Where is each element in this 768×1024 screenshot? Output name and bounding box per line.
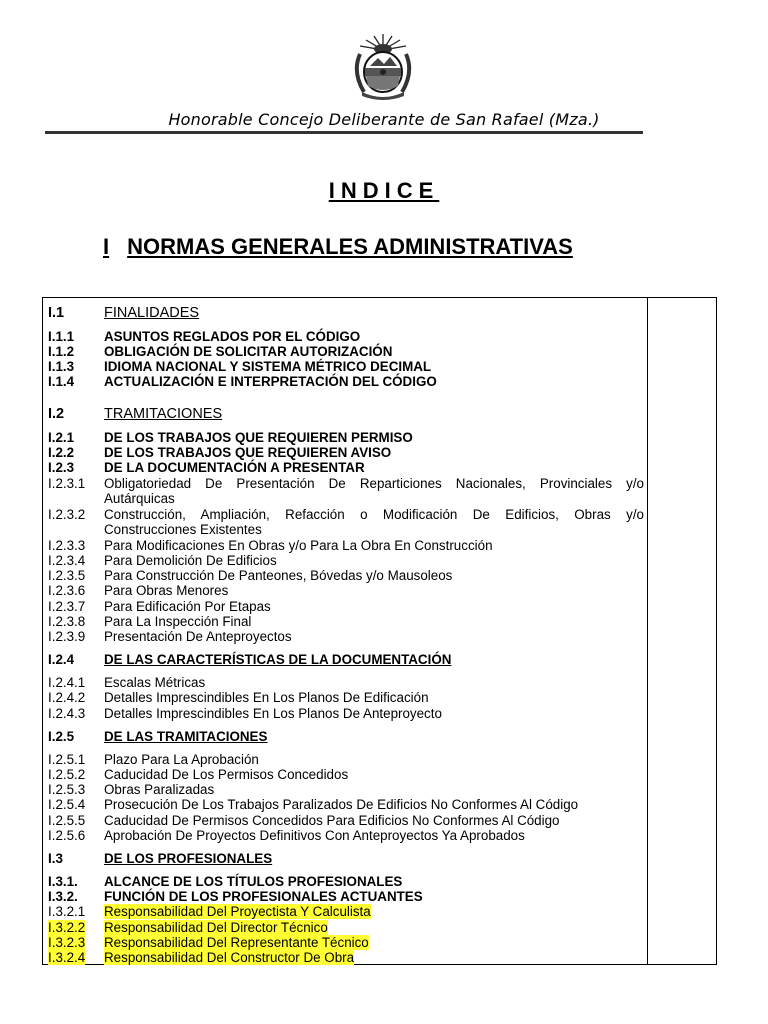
entry-number: I.2.5.3 bbox=[48, 782, 86, 797]
entry-number: I.2.5.5 bbox=[48, 813, 86, 828]
entry-title: OBLIGACIÓN DE SOLICITAR AUTORIZACIÓN bbox=[104, 344, 393, 359]
entry-title bbox=[104, 935, 644, 950]
highlighted-title: Responsabilidad Del Representante Técnico bbox=[104, 935, 369, 950]
entry-number: I.1.2 bbox=[48, 344, 75, 359]
entry-number: I.3.2.1 bbox=[48, 904, 86, 919]
section-heading bbox=[103, 234, 573, 260]
entry-number: I.2.4 bbox=[48, 652, 75, 667]
entry-number: I.2.4.1 bbox=[48, 675, 86, 690]
entry-title: DE LOS TRABAJOS QUE REQUIEREN PERMISO bbox=[104, 430, 413, 445]
entry-number: I.2.4.2 bbox=[48, 690, 86, 705]
entry-number: I.2.2 bbox=[48, 445, 75, 460]
entry-number: I.2.3.4 bbox=[48, 553, 86, 568]
entry-title: Presentación De Anteproyectos bbox=[104, 629, 292, 644]
highlighted-title: Responsabilidad Del Proyectista Y Calculista bbox=[104, 904, 371, 919]
entry-number: I.2.3 bbox=[48, 460, 75, 475]
entry-title: DE LA DOCUMENTACIÓN A PRESENTAR bbox=[104, 460, 365, 475]
entry-number: I.3.1. bbox=[48, 874, 78, 889]
entry-number: I.2.3.6 bbox=[48, 583, 86, 598]
entry-title: Para Edificación Por Etapas bbox=[104, 599, 271, 614]
entry-title bbox=[104, 950, 644, 965]
entry-title: Caducidad De Los Permisos Concedidos bbox=[104, 767, 349, 782]
entry-number: I.2.5 bbox=[48, 729, 75, 744]
entry-title: Obligatoriedad De Presentación De Reparticiones Nacionales, Provinciales y/o Autárquicas bbox=[104, 476, 644, 507]
entry-number: I.2.3.7 bbox=[48, 599, 86, 614]
entry-title: Caducidad De Permisos Concedidos Para Edificios No Conformes Al Código bbox=[104, 813, 560, 828]
entry-number: I.2.3.9 bbox=[48, 629, 86, 644]
entry-number: I.3.2.2 bbox=[48, 920, 86, 935]
entry-title: FINALIDADES bbox=[104, 305, 200, 321]
entry-number: I.2.5.6 bbox=[48, 828, 86, 843]
entry-title: Para Demolición De Edificios bbox=[104, 553, 277, 568]
entry-number: I.2 bbox=[48, 406, 65, 422]
municipal-coat-of-arms-icon bbox=[350, 32, 416, 100]
page-title: INDICE bbox=[328, 178, 440, 203]
institution-name: Honorable Concejo Deliberante de San Rafael (Mza.) bbox=[168, 110, 600, 129]
entry-title: Para Construcción De Panteones, Bóvedas y/o Mausoleos bbox=[104, 568, 453, 583]
entry-number: I.2.1 bbox=[48, 430, 75, 445]
entry-title: Plazo Para La Aprobación bbox=[104, 752, 259, 767]
entry-number: I.2.3.3 bbox=[48, 538, 86, 553]
entry-title: ACTUALIZACIÓN E INTERPRETACIÓN DEL CÓDIGO bbox=[104, 374, 437, 389]
entry-number: I.2.4.3 bbox=[48, 706, 86, 721]
entry-title: DE LAS CARACTERÍSTICAS DE LA DOCUMENTACIÓN bbox=[104, 652, 452, 667]
index-table bbox=[42, 297, 717, 965]
entry-number: I.2.3.2 bbox=[48, 507, 86, 522]
entry-number: I.3.2.4 bbox=[48, 950, 86, 965]
entry-title: TRAMITACIONES bbox=[104, 406, 223, 422]
entry-number: I.1.1 bbox=[48, 329, 75, 344]
section-title: NORMAS GENERALES ADMINISTRATIVAS bbox=[127, 234, 573, 259]
highlighted-title: Responsabilidad Del Director Técnico bbox=[104, 920, 328, 935]
entry-number: I.2.3.5 bbox=[48, 568, 86, 583]
entry-title: ASUNTOS REGLADOS POR EL CÓDIGO bbox=[104, 329, 361, 344]
entry-title: Escalas Métricas bbox=[104, 675, 206, 690]
highlighted-title: Responsabilidad Del Constructor De Obra bbox=[104, 950, 355, 965]
entry-title: Aprobación De Proyectos Definitivos Con Anteproyectos Ya Aprobados bbox=[104, 828, 525, 843]
page-number-column bbox=[647, 298, 648, 964]
entry-number: I.3.2.3 bbox=[48, 935, 86, 950]
entry-number: I.3.2. bbox=[48, 889, 78, 904]
entry-title: DE LOS TRABAJOS QUE REQUIEREN AVISO bbox=[104, 445, 392, 460]
entry-title: ALCANCE DE LOS TÍTULOS PROFESIONALES bbox=[104, 874, 403, 889]
entry-title: IDIOMA NACIONAL Y SISTEMA MÉTRICO DECIMAL bbox=[104, 359, 432, 374]
entry-number: I.3 bbox=[48, 851, 63, 866]
entry-title: Construcción, Ampliación, Refacción o Modificación De Edificios, Obras y/o Construcciones Existentes bbox=[104, 507, 644, 538]
entry-title bbox=[104, 904, 644, 919]
entry-number: I.2.5.2 bbox=[48, 767, 86, 782]
entry-number: I.1 bbox=[48, 305, 65, 321]
entry-title: Para Modificaciones En Obras y/o Para La Obra En Construcción bbox=[104, 538, 493, 553]
entry-title: Prosecución De Los Trabajos Paralizados De Edificios No Conformes Al Código bbox=[104, 797, 579, 812]
entry-title bbox=[104, 920, 644, 935]
header-rule bbox=[45, 131, 643, 134]
entry-number: I.1.4 bbox=[48, 374, 75, 389]
entry-number: I.1.3 bbox=[48, 359, 75, 374]
entry-number: I.2.3.8 bbox=[48, 614, 86, 629]
entry-title: Detalles Imprescindibles En Los Planos De Edificación bbox=[104, 690, 429, 705]
entry-title: Obras Paralizadas bbox=[104, 782, 215, 797]
entry-number: I.2.5.4 bbox=[48, 797, 86, 812]
entry-title: Detalles Imprescindibles En Los Planos De Anteproyecto bbox=[104, 706, 442, 721]
entry-title: Para Obras Menores bbox=[104, 583, 229, 598]
entry-title: DE LAS TRAMITACIONES bbox=[104, 729, 268, 744]
entry-title: Para La Inspección Final bbox=[104, 614, 252, 629]
entry-title: DE LOS PROFESIONALES bbox=[104, 851, 273, 866]
entry-number: I.2.5.1 bbox=[48, 752, 86, 767]
entry-number: I.2.3.1 bbox=[48, 476, 86, 491]
section-number: I bbox=[103, 234, 110, 259]
entry-title: FUNCIÓN DE LOS PROFESIONALES ACTUANTES bbox=[104, 889, 423, 904]
